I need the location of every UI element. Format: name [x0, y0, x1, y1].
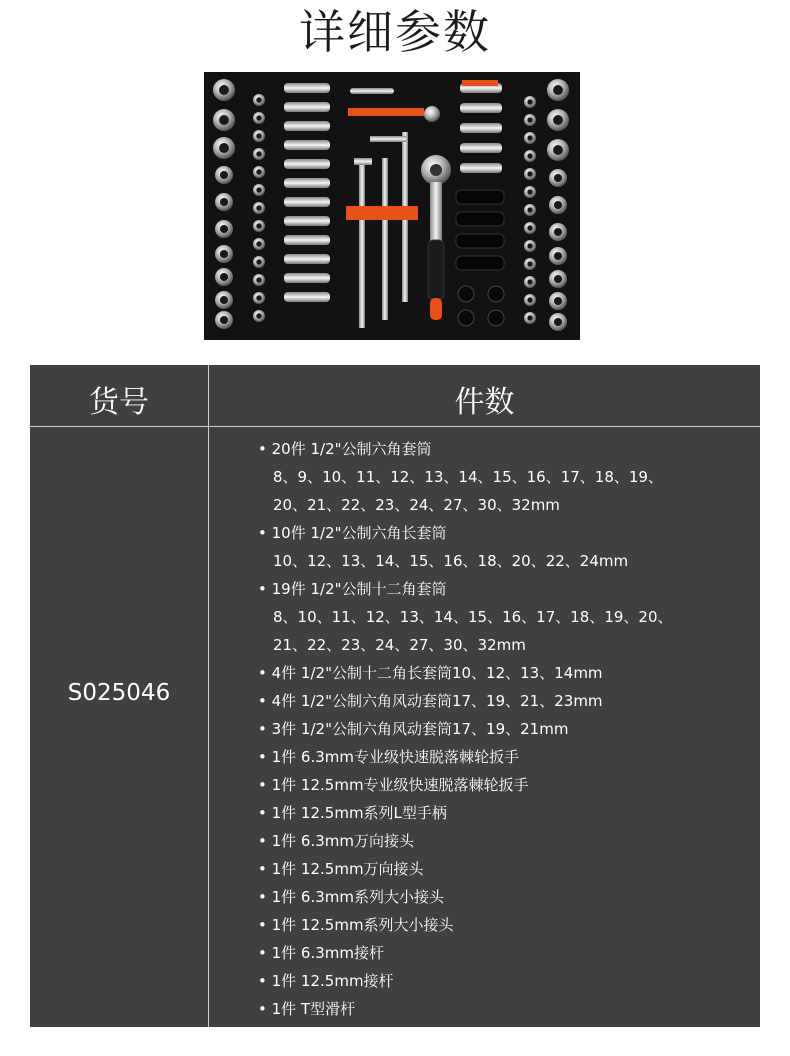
- spec-line: 10、12、13、14、15、16、18、20、22、24mm: [273, 552, 629, 570]
- spec-table: [30, 365, 760, 1027]
- spec-line: 21、22、23、24、27、30、32mm: [273, 636, 526, 654]
- spec-line: • 1件 6.3mm系列大小接头: [258, 888, 445, 906]
- spec-line: • 1件 12.5mm系列大小接头: [258, 916, 454, 934]
- spec-line: • 4件 1/2"公制六角风动套筒17、19、21、23mm: [258, 692, 603, 710]
- header-divider: [30, 426, 760, 427]
- spec-line: 8、10、11、12、13、14、15、16、17、18、19、20、: [273, 608, 673, 626]
- header-sku: 货号: [89, 385, 149, 420]
- spec-line: • 4件 1/2"公制十二角长套筒10、12、13、14mm: [258, 664, 603, 682]
- spec-line: • 1件 12.5mm接杆: [258, 972, 394, 990]
- spec-line: • 3件 1/2"公制六角风动套筒17、19、21mm: [258, 720, 569, 738]
- spec-line: • 1件 6.3mm专业级快速脱落棘轮扳手: [258, 748, 520, 766]
- spec-line: • 1件 12.5mm专业级快速脱落棘轮扳手: [258, 776, 529, 794]
- spec-line: • 1件 12.5mm万向接头: [258, 860, 424, 878]
- spec-list: [258, 435, 753, 1023]
- spec-line: • 1件 6.3mm万向接头: [258, 832, 415, 850]
- spec-line: 8、9、10、11、12、13、14、15、16、17、18、19、: [273, 468, 663, 486]
- header-count: 件数: [454, 385, 515, 420]
- tool-tray-image: [204, 72, 580, 340]
- spec-line: • 10件 1/2"公制六角长套筒: [258, 524, 447, 542]
- spec-line: • 1件 T型滑杆: [258, 1000, 356, 1018]
- spec-line: • 19件 1/2"公制十二角套筒: [258, 580, 447, 598]
- spec-line: • 20件 1/2"公制六角套筒: [258, 440, 432, 458]
- spec-line: 20、21、22、23、24、27、30、32mm: [273, 496, 560, 514]
- spec-line: • 1件 12.5mm系列L型手柄: [258, 804, 447, 822]
- page-title: 详细参数: [299, 5, 491, 59]
- sku-value: S025046: [67, 680, 171, 706]
- column-divider: [208, 365, 209, 1027]
- spec-line: • 1件 6.3mm接杆: [258, 944, 385, 962]
